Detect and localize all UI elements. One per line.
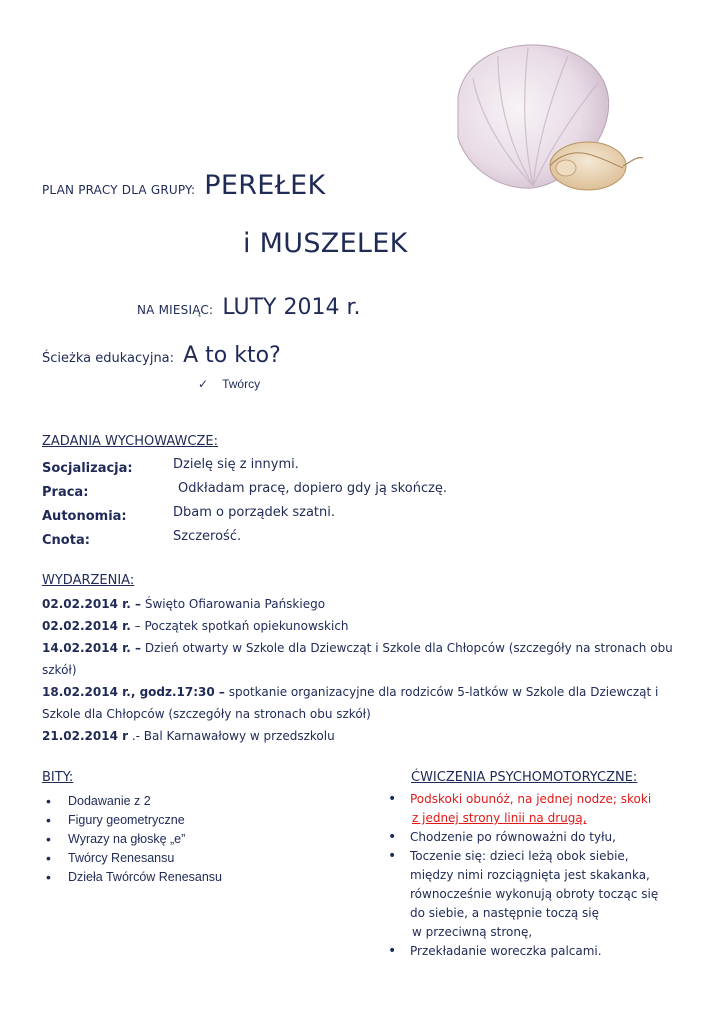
event-text: spotkanie organizacyjne dla rodziców 5-latków w Szkole dla Dziewcząt i Szkole dla Chłopców (szczegóły na stronach obu szkół)	[42, 685, 659, 721]
group-name-1: PEREŁEK	[204, 170, 326, 201]
task-label: Autonomia:	[42, 509, 127, 524]
path-item: Twórcy	[222, 377, 261, 391]
shell-illustration	[438, 38, 660, 198]
task-value: Szczerość.	[173, 529, 242, 544]
bity-list	[42, 792, 362, 887]
list-item	[384, 790, 704, 828]
event-text: .- Bal Karnawałowy w przedszkolu	[128, 729, 335, 743]
event-date: 14.02.2014 r. –	[42, 641, 142, 655]
event-date: 18.02.2014 r., godz.17:30 –	[42, 685, 225, 699]
event-item	[42, 681, 690, 725]
list-item: • Dzieła Twórców Renesansu	[42, 868, 362, 887]
month-value: LUTY 2014 r.	[222, 295, 361, 320]
exercise-line: w przeciwną stronę,	[412, 925, 533, 939]
event-item	[42, 637, 690, 681]
task-row	[42, 505, 682, 529]
task-row	[42, 481, 682, 505]
exercises-list	[384, 790, 704, 961]
list-item: • Figury geometryczne	[42, 811, 362, 830]
exercise-line: z jednej strony linii na drugą,	[412, 811, 587, 825]
list-item: • Przekładanie woreczka palcami.	[384, 942, 704, 961]
list-item: • Wyrazy na głoskę „e”	[42, 830, 362, 849]
month-label: NA MIESIĄC:	[137, 303, 214, 317]
exercise-line: • Podskoki obunóż, na jednej nodze; skoki	[410, 792, 652, 806]
list-item	[384, 847, 704, 942]
check-icon: ✓	[198, 377, 209, 391]
event-text: Święto Ofiarowania Pańskiego	[141, 597, 326, 611]
plan-label: PLAN PRACY DLA GRUPY:	[42, 183, 196, 197]
task-label: Praca:	[42, 485, 89, 500]
exercise-line: równocześnie wykonują obroty tocząc się	[410, 887, 659, 901]
group-name-2: i MUSZELEK	[243, 228, 408, 259]
exercise-line: • Toczenie się: dzieci leżą obok siebie,	[410, 849, 629, 863]
path-label: Ścieżka edukacyjna:	[42, 351, 175, 366]
tasks-heading: ZADANIA WYCHOWAWCZE:	[42, 434, 218, 449]
event-date: 02.02.2014 r. –	[42, 597, 142, 611]
task-value: Dbam o porządek szatni.	[173, 505, 336, 520]
task-value: Odkładam pracę, dopiero gdy ją skończę.	[178, 481, 448, 496]
list-item: • Dodawanie z 2	[42, 792, 362, 811]
exercise-line: do siebie, a następnie toczą się	[410, 906, 600, 920]
events-list	[42, 593, 690, 747]
task-label: Cnota:	[42, 533, 90, 548]
tasks-list	[42, 457, 682, 553]
list-item: • Twórcy Renesansu	[42, 849, 362, 868]
task-value: Dzielę się z innymi.	[173, 457, 299, 472]
event-text: – Początek spotkań opiekunowskich	[130, 619, 349, 633]
list-item: • Chodzenie po równoważni do tyłu,	[384, 828, 704, 847]
events-heading: WYDARZENIA:	[42, 573, 135, 588]
event-date: 21.02.2014 r	[42, 729, 129, 743]
path-value: A to kto?	[183, 343, 281, 368]
event-item	[42, 593, 690, 615]
task-label: Socjalizacja:	[42, 461, 133, 476]
exercises-heading: ĆWICZENIA PSYCHOMOTORYCZNE:	[411, 770, 638, 785]
event-text: Dzień otwarty w Szkole dla Dziewcząt i Szkole dla Chłopców (szczegóły na stronach obu szkół)	[42, 641, 673, 677]
bity-heading: BITY:	[42, 770, 74, 785]
event-date: 02.02.2014 r.	[42, 619, 131, 633]
exercise-line: między nimi rozciągnięta jest skakanka,	[410, 868, 650, 882]
task-row	[42, 457, 682, 481]
event-item	[42, 615, 690, 637]
event-item	[42, 725, 690, 747]
task-row	[42, 529, 682, 553]
